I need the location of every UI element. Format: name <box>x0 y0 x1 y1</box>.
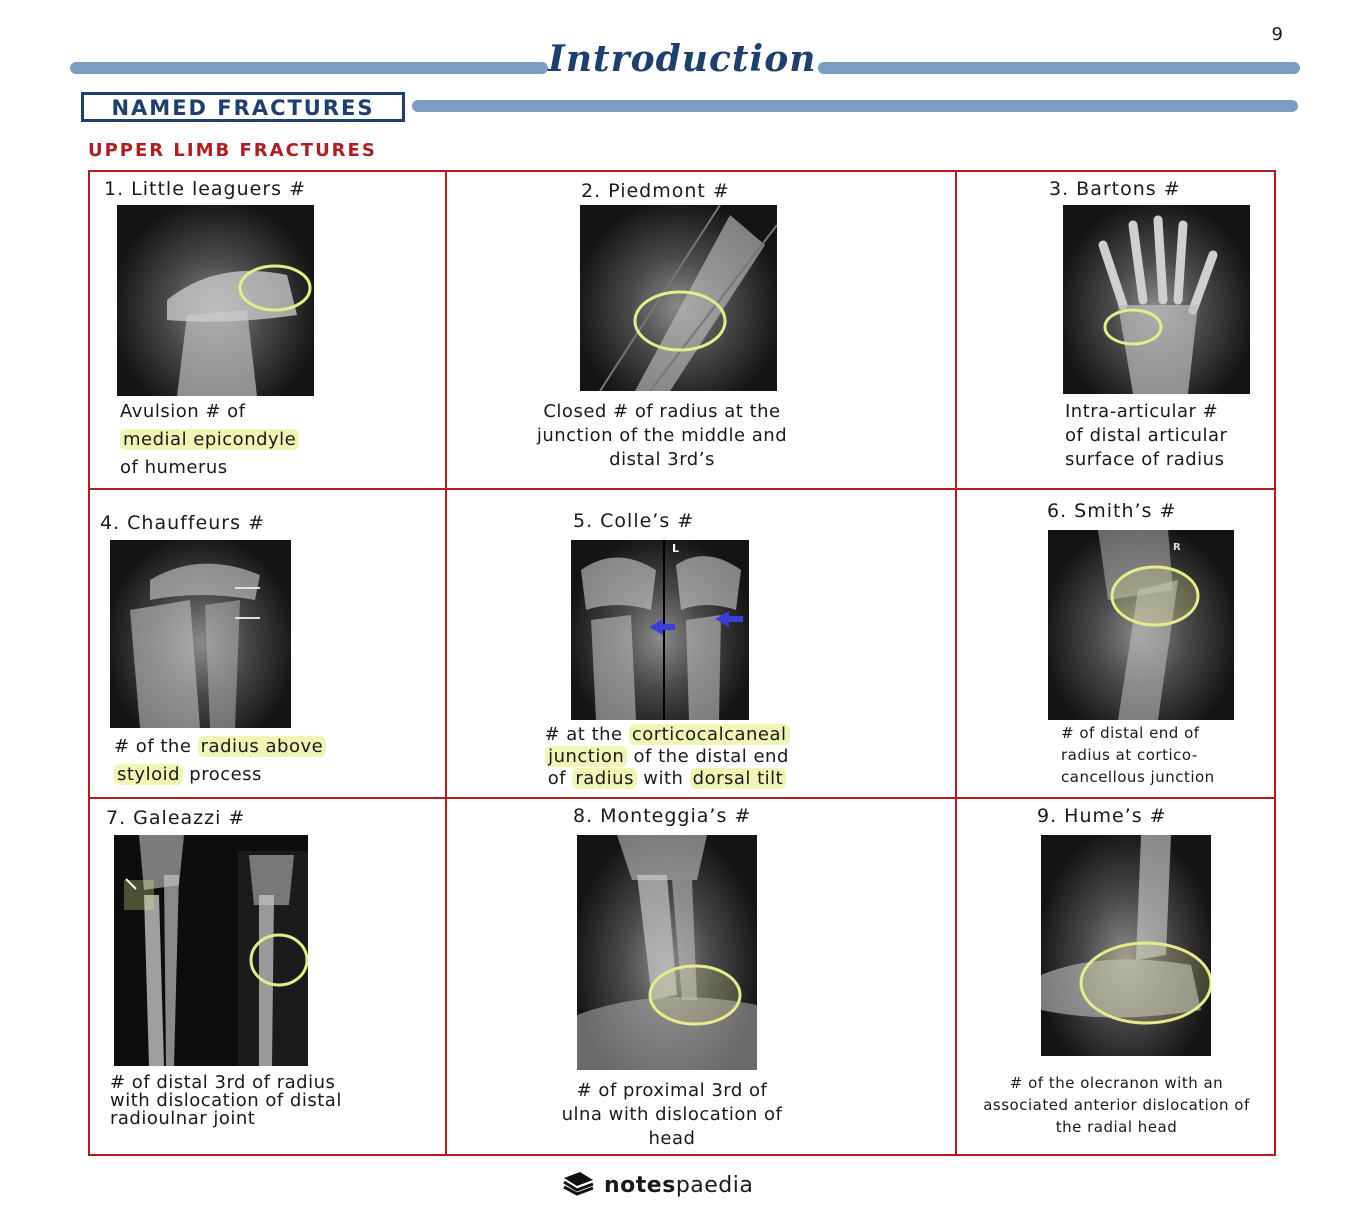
desc-line: cancellous junction <box>1061 768 1215 786</box>
fracture-description <box>110 1074 342 1128</box>
desc-line: of humerus <box>120 457 228 478</box>
fracture-description <box>120 400 299 480</box>
xray-elbow-image <box>117 205 314 396</box>
fracture-description <box>1065 400 1227 472</box>
desc-line: with <box>643 768 684 789</box>
fracture-cell-monteggias <box>447 799 957 1154</box>
desc-line: process <box>189 764 262 785</box>
desc-line: # of proximal 3rd of <box>576 1080 768 1101</box>
desc-line: of distal articular <box>1065 425 1228 446</box>
fracture-title: 3. Bartons # <box>1049 178 1181 200</box>
desc-line: Intra-articular # <box>1065 401 1219 422</box>
desc-line: with dislocation of distal <box>110 1090 342 1111</box>
fracture-cell-little-leaguers <box>90 172 447 490</box>
footer-logo <box>560 1170 753 1200</box>
fracture-cell-humes <box>957 799 1274 1154</box>
xray-forearm-image <box>114 835 308 1066</box>
fracture-cell-bartons <box>957 172 1274 490</box>
fracture-description <box>1061 722 1215 788</box>
xray-wrist-image <box>571 540 749 720</box>
xray-wrist-image <box>110 540 291 728</box>
page-title: Introduction <box>548 38 817 80</box>
xray-arm-image <box>577 835 757 1070</box>
fracture-title: 5. Colle’s # <box>573 510 695 532</box>
xray-forearm-image <box>580 205 777 391</box>
desc-line: junction of the middle and <box>536 425 788 446</box>
desc-highlight: dorsal tilt <box>690 768 787 789</box>
desc-highlight: radius above <box>198 736 327 757</box>
desc-highlight: medial epicondyle <box>120 429 299 450</box>
fracture-title: 7. Galeazzi # <box>106 807 246 829</box>
desc-line: of the distal end <box>633 746 789 767</box>
desc-line: # at the <box>544 724 623 745</box>
fracture-title: 2. Piedmont # <box>581 180 730 202</box>
fracture-title: 6. Smith’s # <box>1047 500 1177 522</box>
brand-bold: notes <box>604 1172 676 1198</box>
fracture-cell-chauffeurs <box>90 490 447 799</box>
brand-light: paedia <box>675 1172 754 1198</box>
desc-line: head <box>648 1128 696 1149</box>
notebook-logo-icon <box>560 1170 596 1200</box>
xray-forearm-image <box>1048 530 1234 720</box>
desc-line: distal 3rd’s <box>609 449 715 470</box>
desc-line: surface of radius <box>1065 449 1225 470</box>
title-bar-right <box>818 62 1300 74</box>
desc-line: # of distal 3rd of radius <box>110 1072 336 1093</box>
fracture-cell-smiths <box>957 490 1274 799</box>
desc-line: # of the olecranon with an <box>1009 1074 1224 1092</box>
desc-line: # of distal end of <box>1061 724 1200 742</box>
fracture-description <box>487 400 837 472</box>
fracture-cell-colles <box>447 490 957 799</box>
desc-line: Avulsion # of <box>120 401 246 422</box>
footer-brand <box>604 1173 753 1198</box>
subsection-title: UPPER LIMB FRACTURES <box>88 140 377 161</box>
desc-highlight: styloid <box>114 764 183 785</box>
fracture-title: 8. Monteggia’s # <box>573 805 752 827</box>
desc-line: # of the <box>114 736 192 757</box>
fracture-title: 4. Chauffeurs # <box>100 512 265 534</box>
desc-highlight: radius <box>572 768 637 789</box>
side-marker-label: R <box>1173 542 1181 553</box>
fracture-cell-piedmont <box>447 172 957 490</box>
fracture-cell-galeazzi <box>90 799 447 1154</box>
fracture-grid <box>88 170 1276 1156</box>
desc-line: associated anterior dislocation of <box>983 1096 1250 1114</box>
fracture-description <box>487 724 847 790</box>
desc-line: the radial head <box>1055 1118 1178 1136</box>
desc-line: of <box>547 768 567 789</box>
xray-hand-image <box>1063 205 1250 394</box>
section-bar <box>412 100 1298 112</box>
side-marker-label: L <box>672 542 680 555</box>
xray-elbow-image <box>1041 835 1211 1056</box>
desc-highlight: corticocalcaneal <box>629 724 790 745</box>
title-bar-left <box>70 62 548 74</box>
desc-line: ulna with dislocation of <box>561 1104 783 1125</box>
section-title: NAMED FRACTURES <box>81 92 405 122</box>
desc-line: Closed # of radius at the <box>543 401 781 422</box>
desc-line: radius at cortico- <box>1061 746 1198 764</box>
fracture-title: 1. Little leaguers # <box>104 178 307 200</box>
fracture-description <box>959 1072 1274 1138</box>
fracture-title: 9. Hume’s # <box>1037 805 1167 827</box>
fracture-description <box>114 735 326 787</box>
desc-line: radioulnar joint <box>110 1108 256 1129</box>
page-number: 9 <box>1271 24 1283 45</box>
fracture-description <box>507 1079 837 1151</box>
desc-highlight: junction <box>545 746 627 767</box>
